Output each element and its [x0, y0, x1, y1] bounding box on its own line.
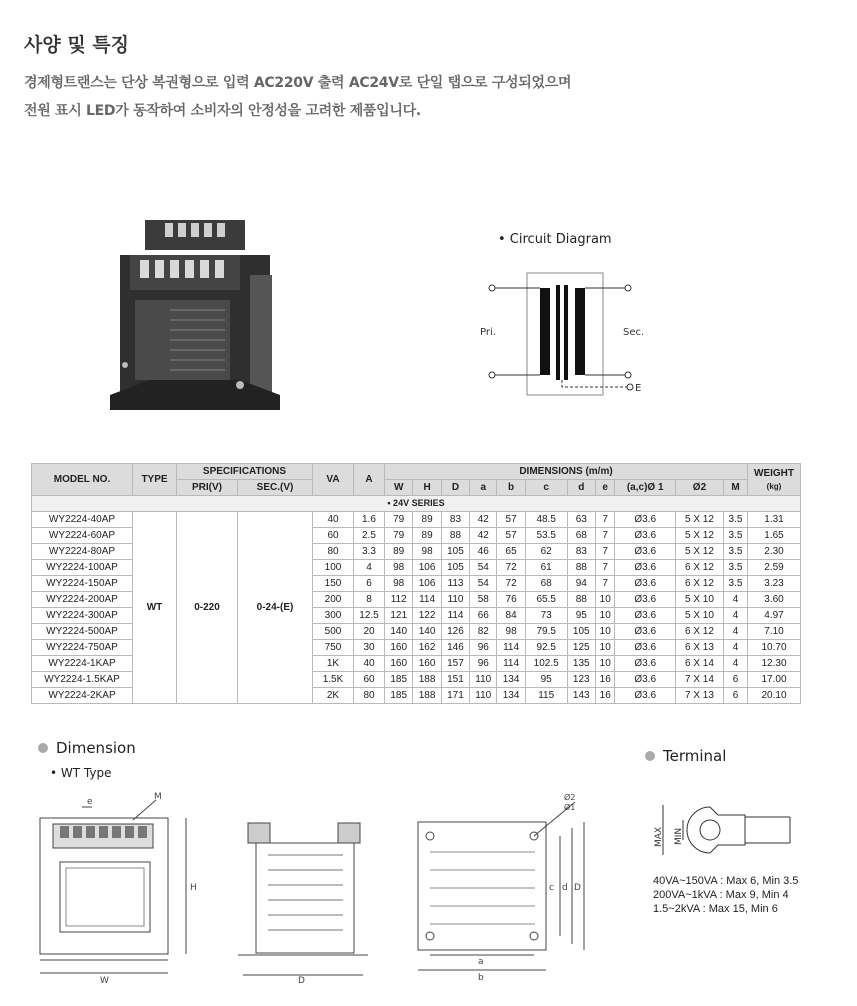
table-cell: 105	[441, 544, 469, 560]
table-cell: 4	[724, 608, 748, 624]
bullet-icon	[645, 751, 655, 761]
table-cell: 94	[567, 576, 595, 592]
description-line-2: 전원 표시 LED가 동작하여 소비자의 안정성을 고려한 제품입니다.	[24, 103, 421, 119]
header-dim-col: e	[595, 480, 614, 496]
table-cell: 4	[724, 640, 748, 656]
table-cell: 66	[470, 608, 497, 624]
table-cell: WT	[133, 512, 177, 704]
table-cell: 53.5	[525, 528, 567, 544]
table-cell: 5 X 10	[675, 592, 723, 608]
table-cell: 79.5	[525, 624, 567, 640]
table-cell: Ø3.6	[615, 656, 676, 672]
table-cell: 121	[385, 608, 413, 624]
table-cell: WY2224-100AP	[32, 560, 133, 576]
header-dim-col: b	[497, 480, 525, 496]
table-cell: 40	[313, 512, 354, 528]
table-cell: 10	[595, 656, 614, 672]
table-cell: 140	[385, 624, 413, 640]
table-cell: 200	[313, 592, 354, 608]
table-cell: 98	[385, 560, 413, 576]
table-cell: 68	[525, 576, 567, 592]
table-cell: 122	[413, 608, 441, 624]
bottom-view-drawing	[410, 790, 605, 985]
circuit-e-label: E	[635, 383, 642, 394]
table-cell: 160	[385, 640, 413, 656]
table-cell: 0-220	[177, 512, 238, 704]
table-cell: Ø3.6	[615, 672, 676, 688]
table-cell: 7 X 14	[675, 672, 723, 688]
table-cell: 65.5	[525, 592, 567, 608]
table-cell: Ø3.6	[615, 592, 676, 608]
table-cell: WY2224-1.5KAP	[32, 672, 133, 688]
table-cell: Ø3.6	[615, 512, 676, 528]
table-cell: WY2224-60AP	[32, 528, 133, 544]
table-cell: 157	[441, 656, 469, 672]
header-specifications: SPECIFICATIONS	[177, 464, 313, 480]
table-cell: 80	[354, 688, 385, 704]
header-dim-col: c	[525, 480, 567, 496]
table-cell: 89	[385, 544, 413, 560]
dim-m-label: M	[154, 792, 162, 802]
dimension-title: Dimension	[38, 739, 136, 757]
front-view-drawing	[38, 790, 203, 985]
table-cell: 3.5	[724, 544, 748, 560]
table-cell: 6 X 12	[675, 560, 723, 576]
table-cell: 88	[567, 592, 595, 608]
table-cell: 750	[313, 640, 354, 656]
header-va: VA	[313, 464, 354, 496]
table-cell: 2K	[313, 688, 354, 704]
terminal-note-2: 200VA~1kVA : Max 9, Min 4	[653, 889, 789, 901]
table-cell: 134	[497, 672, 525, 688]
table-cell: 96	[470, 656, 497, 672]
description-line-1: 경제형트랜스는 단상 복권형으로 입력 AC220V 출력 AC24V로 단일 탭으로 구성되었으며	[24, 75, 572, 91]
table-cell: 5 X 12	[675, 512, 723, 528]
table-cell: 7	[595, 576, 614, 592]
circuit-sec-label: Sec.	[623, 327, 645, 338]
table-cell: 60	[313, 528, 354, 544]
table-cell: 114	[497, 640, 525, 656]
header-sec: SEC.(V)	[238, 480, 313, 496]
table-cell: 68	[567, 528, 595, 544]
table-cell: 162	[413, 640, 441, 656]
table-cell: Ø3.6	[615, 608, 676, 624]
table-cell: 2.30	[748, 544, 801, 560]
table-cell: 125	[567, 640, 595, 656]
table-cell: 6 X 14	[675, 656, 723, 672]
table-cell: 62	[525, 544, 567, 560]
table-cell: 0-24-(E)	[238, 512, 313, 704]
table-cell: 143	[567, 688, 595, 704]
header-dim-col: a	[470, 480, 497, 496]
dim-d-bottom-label: D	[574, 883, 581, 893]
table-cell: 98	[385, 576, 413, 592]
table-cell: 54	[470, 576, 497, 592]
table-cell: 88	[441, 528, 469, 544]
circuit-diagram-title: • Circuit Diagram	[498, 232, 612, 247]
table-cell: 42	[470, 512, 497, 528]
table-cell: 20.10	[748, 688, 801, 704]
table-cell: 3.5	[724, 512, 748, 528]
table-cell: 134	[497, 688, 525, 704]
table-cell: 73	[525, 608, 567, 624]
table-cell: 98	[413, 544, 441, 560]
table-cell: Ø3.6	[615, 528, 676, 544]
table-cell: WY2224-750AP	[32, 640, 133, 656]
table-cell: 76	[497, 592, 525, 608]
table-cell: 102.5	[525, 656, 567, 672]
table-cell: 4	[724, 624, 748, 640]
circuit-pri-label: Pri.	[480, 327, 496, 338]
dim-w-label: W	[100, 976, 109, 985]
table-cell: 1.31	[748, 512, 801, 528]
table-cell: WY2224-1KAP	[32, 656, 133, 672]
header-dim-col: (a,c)Ø 1	[615, 480, 676, 496]
table-cell: 5 X 10	[675, 608, 723, 624]
table-cell: 185	[385, 672, 413, 688]
table-cell: 72	[497, 576, 525, 592]
table-cell: Ø3.6	[615, 624, 676, 640]
table-cell: 10	[595, 624, 614, 640]
terminal-min-label: MIN	[674, 827, 684, 845]
table-cell: 150	[313, 576, 354, 592]
table-cell: 60	[354, 672, 385, 688]
transformer-photo	[110, 215, 290, 415]
table-cell: 106	[413, 560, 441, 576]
dim-phi1-label: Ø1	[564, 803, 576, 812]
table-cell: 135	[567, 656, 595, 672]
table-cell: 3.60	[748, 592, 801, 608]
table-cell: 84	[497, 608, 525, 624]
table-cell: 3.5	[724, 528, 748, 544]
table-cell: 5 X 12	[675, 528, 723, 544]
wt-type-label: • WT Type	[50, 766, 112, 780]
table-cell: 110	[441, 592, 469, 608]
series-row	[32, 496, 801, 512]
table-cell: 6	[724, 672, 748, 688]
table-cell: 110	[470, 688, 497, 704]
table-cell: 140	[413, 624, 441, 640]
table-cell: 7	[595, 512, 614, 528]
table-cell: WY2224-2KAP	[32, 688, 133, 704]
table-cell: 6 X 13	[675, 640, 723, 656]
dim-h-label: H	[190, 883, 197, 893]
bullet-icon	[38, 743, 48, 753]
table-cell: Ø3.6	[615, 576, 676, 592]
dim-a-label: a	[478, 957, 484, 967]
dim-e-label: e	[87, 797, 93, 807]
table-cell: 7 X 13	[675, 688, 723, 704]
table-cell: 72	[497, 560, 525, 576]
table-cell: 126	[441, 624, 469, 640]
table-cell: 80	[313, 544, 354, 560]
table-cell: 4	[354, 560, 385, 576]
terminal-notes	[653, 874, 798, 916]
table-cell: 106	[413, 576, 441, 592]
table-cell: 1.6	[354, 512, 385, 528]
table-cell: 42	[470, 528, 497, 544]
table-cell: 4	[724, 592, 748, 608]
page-title: 사양 및 특징	[24, 34, 129, 56]
table-cell: 114	[413, 592, 441, 608]
table-cell: 113	[441, 576, 469, 592]
table-cell: 300	[313, 608, 354, 624]
table-cell: 95	[567, 608, 595, 624]
table-cell: 48.5	[525, 512, 567, 528]
table-cell: 16	[595, 688, 614, 704]
table-cell: 6 X 12	[675, 576, 723, 592]
table-cell: 2.59	[748, 560, 801, 576]
table-cell: WY2224-500AP	[32, 624, 133, 640]
table-cell: 4.97	[748, 608, 801, 624]
table-cell: 110	[470, 672, 497, 688]
table-cell: 57	[497, 512, 525, 528]
table-cell: 65	[497, 544, 525, 560]
table-cell: 3.5	[724, 576, 748, 592]
header-dim-col: M	[724, 480, 748, 496]
table-cell: 4	[724, 656, 748, 672]
table-cell: 3.5	[724, 560, 748, 576]
table-cell: WY2224-200AP	[32, 592, 133, 608]
dim-c-label: c	[549, 883, 554, 893]
table-cell: 100	[313, 560, 354, 576]
series-label: • 24V SERIES	[32, 496, 801, 512]
table-cell: 58	[470, 592, 497, 608]
table-cell: WY2224-300AP	[32, 608, 133, 624]
table-cell: 7	[595, 560, 614, 576]
table-cell: 6	[354, 576, 385, 592]
table-cell: 89	[413, 528, 441, 544]
table-cell: Ø3.6	[615, 688, 676, 704]
terminal-max-label: MAX	[654, 826, 664, 847]
table-cell: 7.10	[748, 624, 801, 640]
table-cell: 5 X 12	[675, 544, 723, 560]
header-dim-col: D	[441, 480, 469, 496]
table-cell: 7	[595, 528, 614, 544]
table-cell: 105	[567, 624, 595, 640]
table-cell: 61	[525, 560, 567, 576]
table-cell: 10.70	[748, 640, 801, 656]
table-cell: 46	[470, 544, 497, 560]
table-cell: 40	[354, 656, 385, 672]
table-cell: WY2224-80AP	[32, 544, 133, 560]
table-cell: 188	[413, 688, 441, 704]
table-cell: 114	[441, 608, 469, 624]
table-cell: 82	[470, 624, 497, 640]
table-cell: 112	[385, 592, 413, 608]
terminal-drawing	[650, 795, 800, 865]
table-cell: 98	[497, 624, 525, 640]
table-cell: 88	[567, 560, 595, 576]
table-cell: 115	[525, 688, 567, 704]
table-cell: 3.23	[748, 576, 801, 592]
header-dim-col: W	[385, 480, 413, 496]
table-cell: 17.00	[748, 672, 801, 688]
header-a: A	[354, 464, 385, 496]
header-dim-col: H	[413, 480, 441, 496]
table-cell: 79	[385, 528, 413, 544]
table-cell: Ø3.6	[615, 560, 676, 576]
header-weight: WEIGHT (kg)	[748, 464, 801, 496]
table-cell: 95	[525, 672, 567, 688]
table-cell: 1.65	[748, 528, 801, 544]
table-cell: 6	[724, 688, 748, 704]
table-cell: 57	[497, 528, 525, 544]
table-cell: 96	[470, 640, 497, 656]
side-view-drawing	[238, 815, 373, 985]
table-cell: 146	[441, 640, 469, 656]
table-row	[32, 512, 801, 528]
header-dim-col: d	[567, 480, 595, 496]
table-cell: 1.5K	[313, 672, 354, 688]
table-cell: WY2224-40AP	[32, 512, 133, 528]
table-cell: 10	[595, 592, 614, 608]
table-cell: 20	[354, 624, 385, 640]
table-cell: 8	[354, 592, 385, 608]
table-cell: 171	[441, 688, 469, 704]
table-cell: 3.3	[354, 544, 385, 560]
table-cell: 151	[441, 672, 469, 688]
table-cell: 1K	[313, 656, 354, 672]
terminal-note-1: 40VA~150VA : Max 6, Min 3.5	[653, 875, 799, 887]
terminal-title: Terminal	[645, 747, 726, 765]
dim-phi2-label: Ø2	[564, 793, 576, 802]
table-cell: 160	[385, 656, 413, 672]
table-cell: 123	[567, 672, 595, 688]
table-cell: 160	[413, 656, 441, 672]
header-type: TYPE	[133, 464, 177, 496]
spec-table	[31, 463, 801, 704]
circuit-diagram	[480, 255, 650, 405]
table-cell: 16	[595, 672, 614, 688]
table-cell: 12.5	[354, 608, 385, 624]
dim-dd-label: d	[562, 883, 568, 893]
table-cell: 83	[441, 512, 469, 528]
header-pri: PRI(V)	[177, 480, 238, 496]
header-model: MODEL NO.	[32, 464, 133, 496]
table-cell: 92.5	[525, 640, 567, 656]
table-cell: WY2224-150AP	[32, 576, 133, 592]
table-cell: 185	[385, 688, 413, 704]
table-cell: 6 X 12	[675, 624, 723, 640]
dim-d-side-label: D	[298, 976, 305, 985]
table-cell: 83	[567, 544, 595, 560]
header-dimensions: DIMENSIONS (m/m)	[385, 464, 748, 480]
table-cell: 10	[595, 640, 614, 656]
table-cell: 500	[313, 624, 354, 640]
table-cell: 12.30	[748, 656, 801, 672]
dim-b-label: b	[478, 973, 484, 983]
table-cell: 7	[595, 544, 614, 560]
header-dim-col: Ø2	[675, 480, 723, 496]
table-cell: 2.5	[354, 528, 385, 544]
table-cell: 114	[497, 656, 525, 672]
table-cell: 79	[385, 512, 413, 528]
table-cell: 105	[441, 560, 469, 576]
table-cell: 63	[567, 512, 595, 528]
table-cell: Ø3.6	[615, 544, 676, 560]
table-cell: Ø3.6	[615, 640, 676, 656]
table-cell: 188	[413, 672, 441, 688]
table-cell: 10	[595, 608, 614, 624]
table-cell: 89	[413, 512, 441, 528]
table-cell: 30	[354, 640, 385, 656]
terminal-note-3: 1.5~2kVA : Max 15, Min 6	[653, 903, 778, 915]
table-cell: 54	[470, 560, 497, 576]
